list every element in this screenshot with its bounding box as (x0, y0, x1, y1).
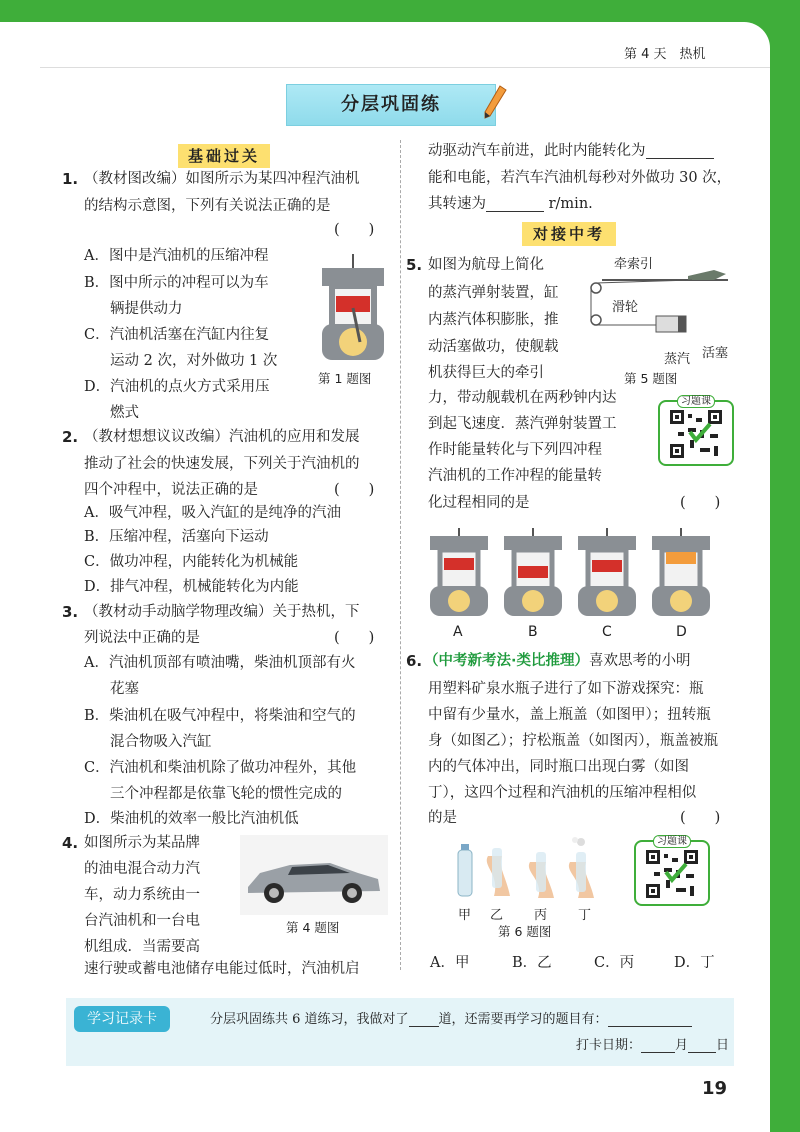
q4-right-line2: 能和电能，若汽车汽油机每秒对外做功 30 次， (428, 170, 732, 186)
q1-option-d: D．汽油机的点火方式采用压 (84, 379, 270, 395)
q5-label-piston: 活塞 (702, 346, 729, 361)
q4-line4: 台汽油机和一台电 (84, 913, 200, 929)
q5-label-steam: 蒸汽 (664, 352, 691, 367)
q5-qr-code[interactable] (658, 396, 734, 466)
q6-line4: 身（如图乙）；拧松瓶盖（如图丙），瓶盖被瓶 (428, 733, 718, 749)
q6-qr-label: 习题课 (653, 835, 691, 848)
q2-number: 2. (62, 428, 79, 446)
q6-bottles-photo (452, 836, 602, 902)
q6-option-b: B．乙 (512, 955, 552, 971)
q6-line6: 丁），这四个过程和汽油机的压缩冲程相似 (428, 785, 697, 801)
q6-option-c: C．丙 (594, 955, 635, 971)
q3-option-a-cont: 花塞 (110, 681, 139, 697)
header-rule (40, 67, 770, 68)
q4-line5: 机组成．当需要高 (84, 939, 200, 955)
q5-answer-paren: ( ) (680, 495, 721, 511)
q4-line6: 速行驶或蓄电池储存电能过低时，汽油机启 (84, 961, 360, 977)
column-divider (400, 140, 401, 970)
q1-line1: （教材图改编）如图所示为某四冲程汽油机 (84, 171, 360, 187)
q6-fig-jia: 甲 (458, 908, 472, 923)
q3-option-c: C．汽油机和柴油机除了做功冲程外，其他 (84, 760, 357, 776)
q3-option-c-cont: 三个冲程都是依靠飞轮的惯性完成的 (110, 786, 342, 802)
q5-choice-d: D (676, 624, 687, 640)
q4-line1: 如图所示为某品牌 (84, 835, 200, 851)
section-basic: 基础过关 (178, 144, 270, 168)
q2-line3: 四个冲程中，说法正确的是 (84, 482, 258, 498)
q4-blank-speed[interactable] (486, 197, 544, 212)
q5-engine-d (650, 528, 712, 620)
q5-qr-label: 习题课 (677, 395, 715, 408)
q5-label-rope: 牵索引 (614, 257, 654, 272)
q4-caption: 第 4 题图 (286, 920, 340, 935)
q4-right-line3: 其转速为 r/min. (428, 196, 593, 212)
q5-engine-b (502, 528, 564, 620)
q1-line2: 的结构示意图，下列有关说法正确的是 (84, 198, 331, 214)
q2-option-a: A．吸气冲程，吸入汽缸的是纯净的汽油 (84, 505, 341, 521)
q1-option-c: C．汽油机活塞在汽缸内往复 (84, 327, 270, 343)
q3-option-d: D．柴油机的效率一般比汽油机低 (84, 811, 299, 827)
q4-line3: 车，动力系统由一 (84, 887, 200, 903)
q3-option-b-cont: 混合物吸入汽缸 (110, 734, 212, 750)
q6-line5: 内的气体冲出，同时瓶口出现白雾（如图 (428, 759, 689, 775)
q6-caption: 第 6 题图 (498, 924, 552, 939)
q5-line2: 的蒸汽弹射装置，缸 (428, 285, 559, 301)
running-header: 第 4 天 热机 (624, 47, 706, 62)
q5-choice-a: A (453, 624, 463, 640)
q5-line6: 力，带动舰载机在两秒钟内达 (428, 390, 617, 406)
q1-option-b-cont: 辆提供动力 (110, 301, 183, 317)
q6-answer-paren: ( ) (680, 810, 721, 826)
q1-option-b: B．图中所示的冲程可以为车 (84, 275, 269, 291)
q6-number: 6. (406, 652, 423, 670)
page-number: 19 (702, 1078, 728, 1099)
q6-line2: 用塑料矿泉水瓶子进行了如下游戏探究：瓶 (428, 681, 704, 697)
q5-line5: 机获得巨大的牵引 (428, 365, 544, 381)
q5-number: 5. (406, 256, 423, 274)
q2-line2: 推动了社会的快速发展，下列关于汽油机的 (84, 456, 360, 472)
q3-answer-paren: ( ) (334, 630, 375, 646)
q5-choice-b: B (528, 624, 538, 640)
q6-fig-bing: 丙 (534, 908, 548, 923)
correct-count-blank[interactable] (409, 1012, 439, 1027)
q3-number: 3. (62, 603, 79, 621)
q1-option-a: A．图中是汽油机的压缩冲程 (84, 248, 269, 264)
q4-right-line1: 动驱动汽车前进，此时内能转化为 (428, 138, 714, 165)
q1-option-c-cont: 运动 2 次，对外做功 1 次 (110, 353, 278, 369)
q2-option-c: C．做功冲程，内能转化为机械能 (84, 554, 299, 570)
q5-line1: 如图为航母上简化 (428, 257, 544, 273)
q5-engine-a (428, 528, 490, 620)
q5-choice-c: C (602, 624, 612, 640)
q5-line9: 汽油机的工作冲程的能量转 (428, 468, 602, 484)
day-blank[interactable] (688, 1038, 716, 1053)
q5-caption: 第 5 题图 (624, 371, 678, 386)
q4-line2: 的油电混合动力汽 (84, 861, 200, 877)
pencil-icon (482, 84, 508, 120)
q1-answer-paren: ( ) (334, 222, 375, 238)
q5-line10: 化过程相同的是 (428, 495, 530, 511)
q4-blank-energy[interactable] (646, 144, 714, 159)
q5-label-pulley: 滑轮 (612, 300, 639, 315)
study-record-line2: 打卡日期： 月 日 (576, 1038, 730, 1053)
q6-option-d: D．丁 (674, 955, 715, 971)
q1-engine-diagram (318, 254, 388, 364)
q3-line2: 列说法中正确的是 (84, 630, 200, 646)
q2-option-b: B．压缩冲程，活塞向下运动 (84, 529, 269, 545)
q6-option-a: A．甲 (430, 955, 470, 971)
q5-line8: 作时能量转化与下列四冲程 (428, 442, 602, 458)
qr-pattern-icon (646, 850, 698, 898)
q5-line7: 到起飞速度．蒸汽弹射装置工 (428, 416, 617, 432)
banner-title: 分层巩固练 (286, 84, 496, 126)
q6-fig-yi: 乙 (490, 908, 504, 923)
q6-qr-code[interactable] (634, 836, 710, 906)
q1-caption: 第 1 题图 (318, 371, 372, 386)
q3-option-a: A．汽油机顶部有喷油嘴，柴油机顶部有火 (84, 655, 356, 671)
section-exam: 对接中考 (522, 222, 616, 246)
q4-number: 4. (62, 834, 79, 852)
study-record-tag: 学习记录卡 (74, 1006, 170, 1032)
study-record-line1: 分层巩固练共 6 道练习，我做对了 道，还需要再学习的题目有： (210, 1006, 692, 1033)
q6-line7: 的是 (428, 810, 457, 826)
q2-answer-paren: ( ) (334, 482, 375, 498)
q1-option-d-cont: 燃式 (110, 405, 139, 421)
q2-option-d: D．排气冲程，机械能转化为内能 (84, 579, 299, 595)
qr-pattern-icon (670, 410, 722, 458)
q5-line3: 内蒸汽体积膨胀，推 (428, 312, 559, 328)
month-blank[interactable] (641, 1038, 675, 1053)
q1-number: 1. (62, 170, 79, 188)
review-items-blank[interactable] (608, 1012, 692, 1027)
q5-engine-c (576, 528, 638, 620)
q2-line1: （教材想想议议改编）汽油机的应用和发展 (84, 429, 360, 445)
q6-line1: （中考新考法·类比推理）喜欢思考的小明 (424, 653, 691, 669)
q3-option-b: B．柴油机在吸气冲程中，将柴油和空气的 (84, 708, 356, 724)
q6-line3: 中留有少量水，盖上瓶盖（如图甲）；扭转瓶 (428, 707, 711, 723)
q6-fig-ding: 丁 (578, 908, 592, 923)
q5-line4: 动活塞做功，使舰载 (428, 339, 559, 355)
q4-car-photo (240, 835, 388, 915)
q3-line1: （教材动手动脑学物理改编）关于热机，下 (84, 604, 360, 620)
